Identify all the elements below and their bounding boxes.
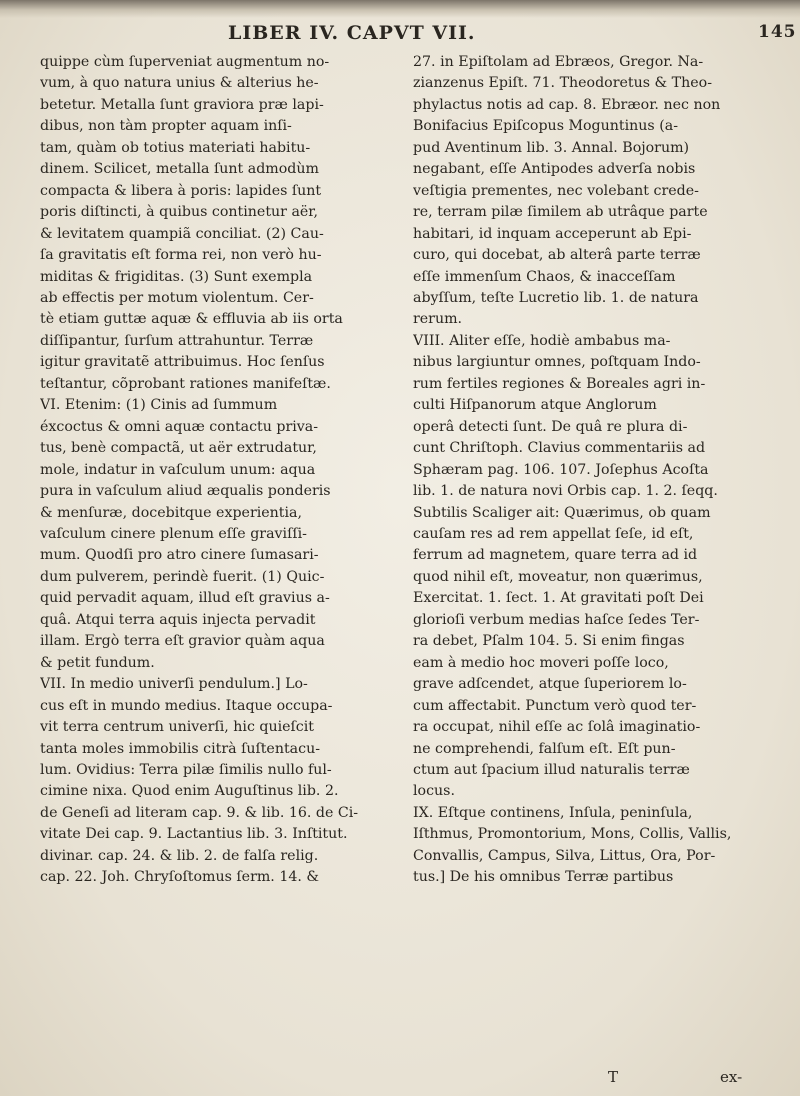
text-line: ctum aut ſpacium illud naturalis terræ: [413, 761, 690, 778]
text-line: rum fertiles regiones & Boreales agri in-: [413, 375, 706, 392]
text-line: compacta & libera à poris: lapides ſunt: [40, 182, 322, 199]
text-line: ne comprehendi, falſum eſt. Eſt pun-: [413, 740, 676, 757]
text-line: diſſipantur, ſurſum attrahuntur. Terræ: [40, 332, 314, 349]
text-line: cunt Chriſtoph. Clavius commentariis ad: [413, 440, 706, 457]
page-number: 145: [758, 22, 797, 42]
text-line: locus.: [413, 783, 455, 800]
text-line: VIII. Aliter eſſe, hodiè ambabus ma-: [413, 332, 671, 349]
text-line: phylactus notis ad cap. 8. Ebræor. nec non: [413, 96, 721, 113]
text-line: tus.] De his omnibus Terræ partibus: [413, 869, 674, 886]
text-line: Subtilis Scaliger ait: Quærimus, ob quam: [413, 504, 711, 521]
text-line: mole, indatur in vaſculum unum: aqua: [40, 461, 316, 478]
text-line: & menſuræ, docebitque experientia,: [40, 504, 302, 521]
text-line: habitari, id inquam acceperunt ab Epi-: [413, 225, 692, 242]
text-line: 27. in Epiſtolam ad Ebræos, Gregor. Na-: [413, 54, 704, 70]
text-line: poris diſtincti, à quibus continetur aër,: [40, 204, 319, 221]
text-line: dum pulverem, perindè fuerit. (1) Quic-: [40, 568, 325, 585]
left-text-column: [40, 52, 395, 889]
text-line: ſa gravitatis eſt forma rei, non verò hu-: [40, 247, 322, 264]
text-line: betetur. Metalla ſunt graviora præ lapi-: [40, 96, 324, 113]
text-line: ra debet, Pſalm 104. 5. Si enim fingas: [413, 633, 685, 650]
catchword: ex-: [720, 1068, 743, 1086]
text-line: quid pervadit aquam, illud eſt gravius a-: [40, 590, 330, 607]
text-line: cauſam res ad rem appellat ſeſe, id eſt,: [413, 525, 694, 542]
text-line: quippe cùm ſuperveniat augmentum no-: [40, 54, 330, 70]
text-line: cum affectabit. Punctum verò quod ter-: [413, 697, 697, 714]
running-header: [0, 20, 800, 48]
text-line: vum, à quo natura unius & alterius he-: [40, 75, 319, 92]
text-line: quod nihil eſt, moveatur, non quærimus,: [413, 568, 703, 585]
text-line: Sphæram pag. 106. 107. Joſephus Acoſta: [413, 461, 709, 478]
text-line: vitate Dei cap. 9. Lactantius lib. 3. Inſtitut.: [40, 826, 348, 843]
text-line: dibus, non tàm propter aquam inſi-: [40, 118, 292, 135]
text-line: ra occupat, nihil eſſe ac ſolâ imaginatio-: [413, 719, 701, 736]
text-line: mum. Quodſi pro atro cinere ſumasari-: [40, 547, 319, 564]
text-line: negabant, eſſe Antipodes adverſa nobis: [413, 161, 696, 178]
text-line: pud Aventinum lib. 3. Annal. Bojorum): [413, 139, 690, 156]
text-line: dinem. Scilicet, metalla ſunt admodùm: [40, 161, 319, 178]
text-line: Exercitat. 1. ſect. 1. At gravitati poſt Dei: [413, 590, 704, 607]
signature-mark: T: [608, 1068, 619, 1086]
right-text-column: [413, 52, 783, 889]
running-title: LIBER IV. CAPVT VII.: [228, 22, 476, 44]
text-line: zianzenus Epiſt. 71. Theodoretus & Theo-: [413, 75, 713, 92]
text-line: ab effectis per motum violentum. Cer-: [40, 289, 314, 306]
text-line: rerum.: [413, 311, 463, 328]
text-line: tè etiam guttæ aquæ & effluvia ab iis orta: [40, 311, 343, 328]
text-line: re, terram pilæ ſimilem ab utrâque parte: [413, 204, 708, 221]
text-line: miditas & frigiditas. (3) Sunt exempla: [40, 268, 313, 285]
text-line: & levitatem quampiã conciliat. (2) Cau-: [40, 225, 324, 242]
text-line: IX. Eſtque continens, Inſula, peninſula,: [413, 804, 693, 821]
text-line: pura in vaſculum aliud æqualis ponderis: [40, 483, 331, 500]
text-line: lum. Ovidius: Terra pilæ ſimilis nullo ful-: [40, 761, 332, 778]
text-line: abyſſum, teſte Lucretio lib. 1. de natura: [413, 289, 699, 306]
text-line: veſtigia prementes, nec volebant crede-: [413, 182, 699, 199]
text-line: ferrum ad magnetem, quare terra ad id: [413, 547, 698, 564]
text-line: culti Hiſpanorum atque Anglorum: [413, 397, 657, 414]
text-line: operâ detecti ſunt. De quâ re plura di-: [413, 418, 688, 435]
text-line: Convallis, Campus, Silva, Littus, Ora, Por-: [413, 847, 716, 864]
text-line: eam à medio hoc moveri poſſe loco,: [413, 654, 669, 671]
text-line: illam. Ergò terra eſt gravior quàm aqua: [40, 633, 325, 650]
text-line: curo, qui docebat, ab alterâ parte terræ: [413, 247, 701, 264]
text-line: vit terra centrum univerſi, hic quieſcit: [40, 719, 314, 736]
text-line: cus eſt in mundo medius. Itaque occupa-: [40, 697, 333, 714]
text-line: de Geneſi ad literam cap. 9. & lib. 16. de Ci-: [40, 804, 359, 821]
text-line: grave adſcendet, atque ſuperiorem lo-: [413, 676, 687, 693]
text-line: Bonifacius Epiſcopus Moguntinus (a-: [413, 118, 679, 135]
text-line: glorioſi verbum medias haſce ſedes Ter-: [413, 611, 700, 628]
text-line: Iſthmus, Promontorium, Mons, Collis, Vallis,: [413, 826, 732, 843]
text-line: éxcoctus & omni aquæ contactu priva-: [40, 418, 319, 435]
text-line: tam, quàm ob totius materiati habitu-: [40, 139, 311, 156]
text-line: igitur gravitatẽ attribuimus. Hoc ſenſus: [40, 354, 325, 371]
text-line: eſſe immenſum Chaos, & inacceſſam: [413, 268, 676, 285]
text-line: & petit fundum.: [40, 654, 155, 671]
text-line: nibus largiuntur omnes, poſtquam Indo-: [413, 354, 701, 371]
page-top-edge: [0, 0, 800, 18]
text-line: VI. Etenim: (1) Cinis ad ſummum: [40, 397, 278, 414]
text-line: vaſculum cinere plenum eſſe graviſſi-: [40, 525, 307, 542]
text-line: divinar. cap. 24. & lib. 2. de falſa relig.: [40, 847, 319, 864]
text-line: VII. In medio univerſi pendulum.] Lo-: [40, 676, 308, 693]
text-line: cap. 22. Joh. Chryſoſtomus ſerm. 14. &: [40, 869, 320, 886]
text-line: teſtantur, cõprobant rationes manifeſtæ.: [40, 375, 331, 392]
text-line: lib. 1. de natura novi Orbis cap. 1. 2. ſeqq.: [413, 483, 718, 500]
text-line: cimine nixa. Quod enim Auguſtinus lib. 2.: [40, 783, 339, 800]
text-line: tus, benè compactã, ut aër extrudatur,: [40, 440, 317, 457]
text-line: tanta moles immobilis citrà ſuſtentacu-: [40, 740, 321, 757]
text-line: quâ. Atqui terra aquis injecta pervadit: [40, 611, 316, 628]
